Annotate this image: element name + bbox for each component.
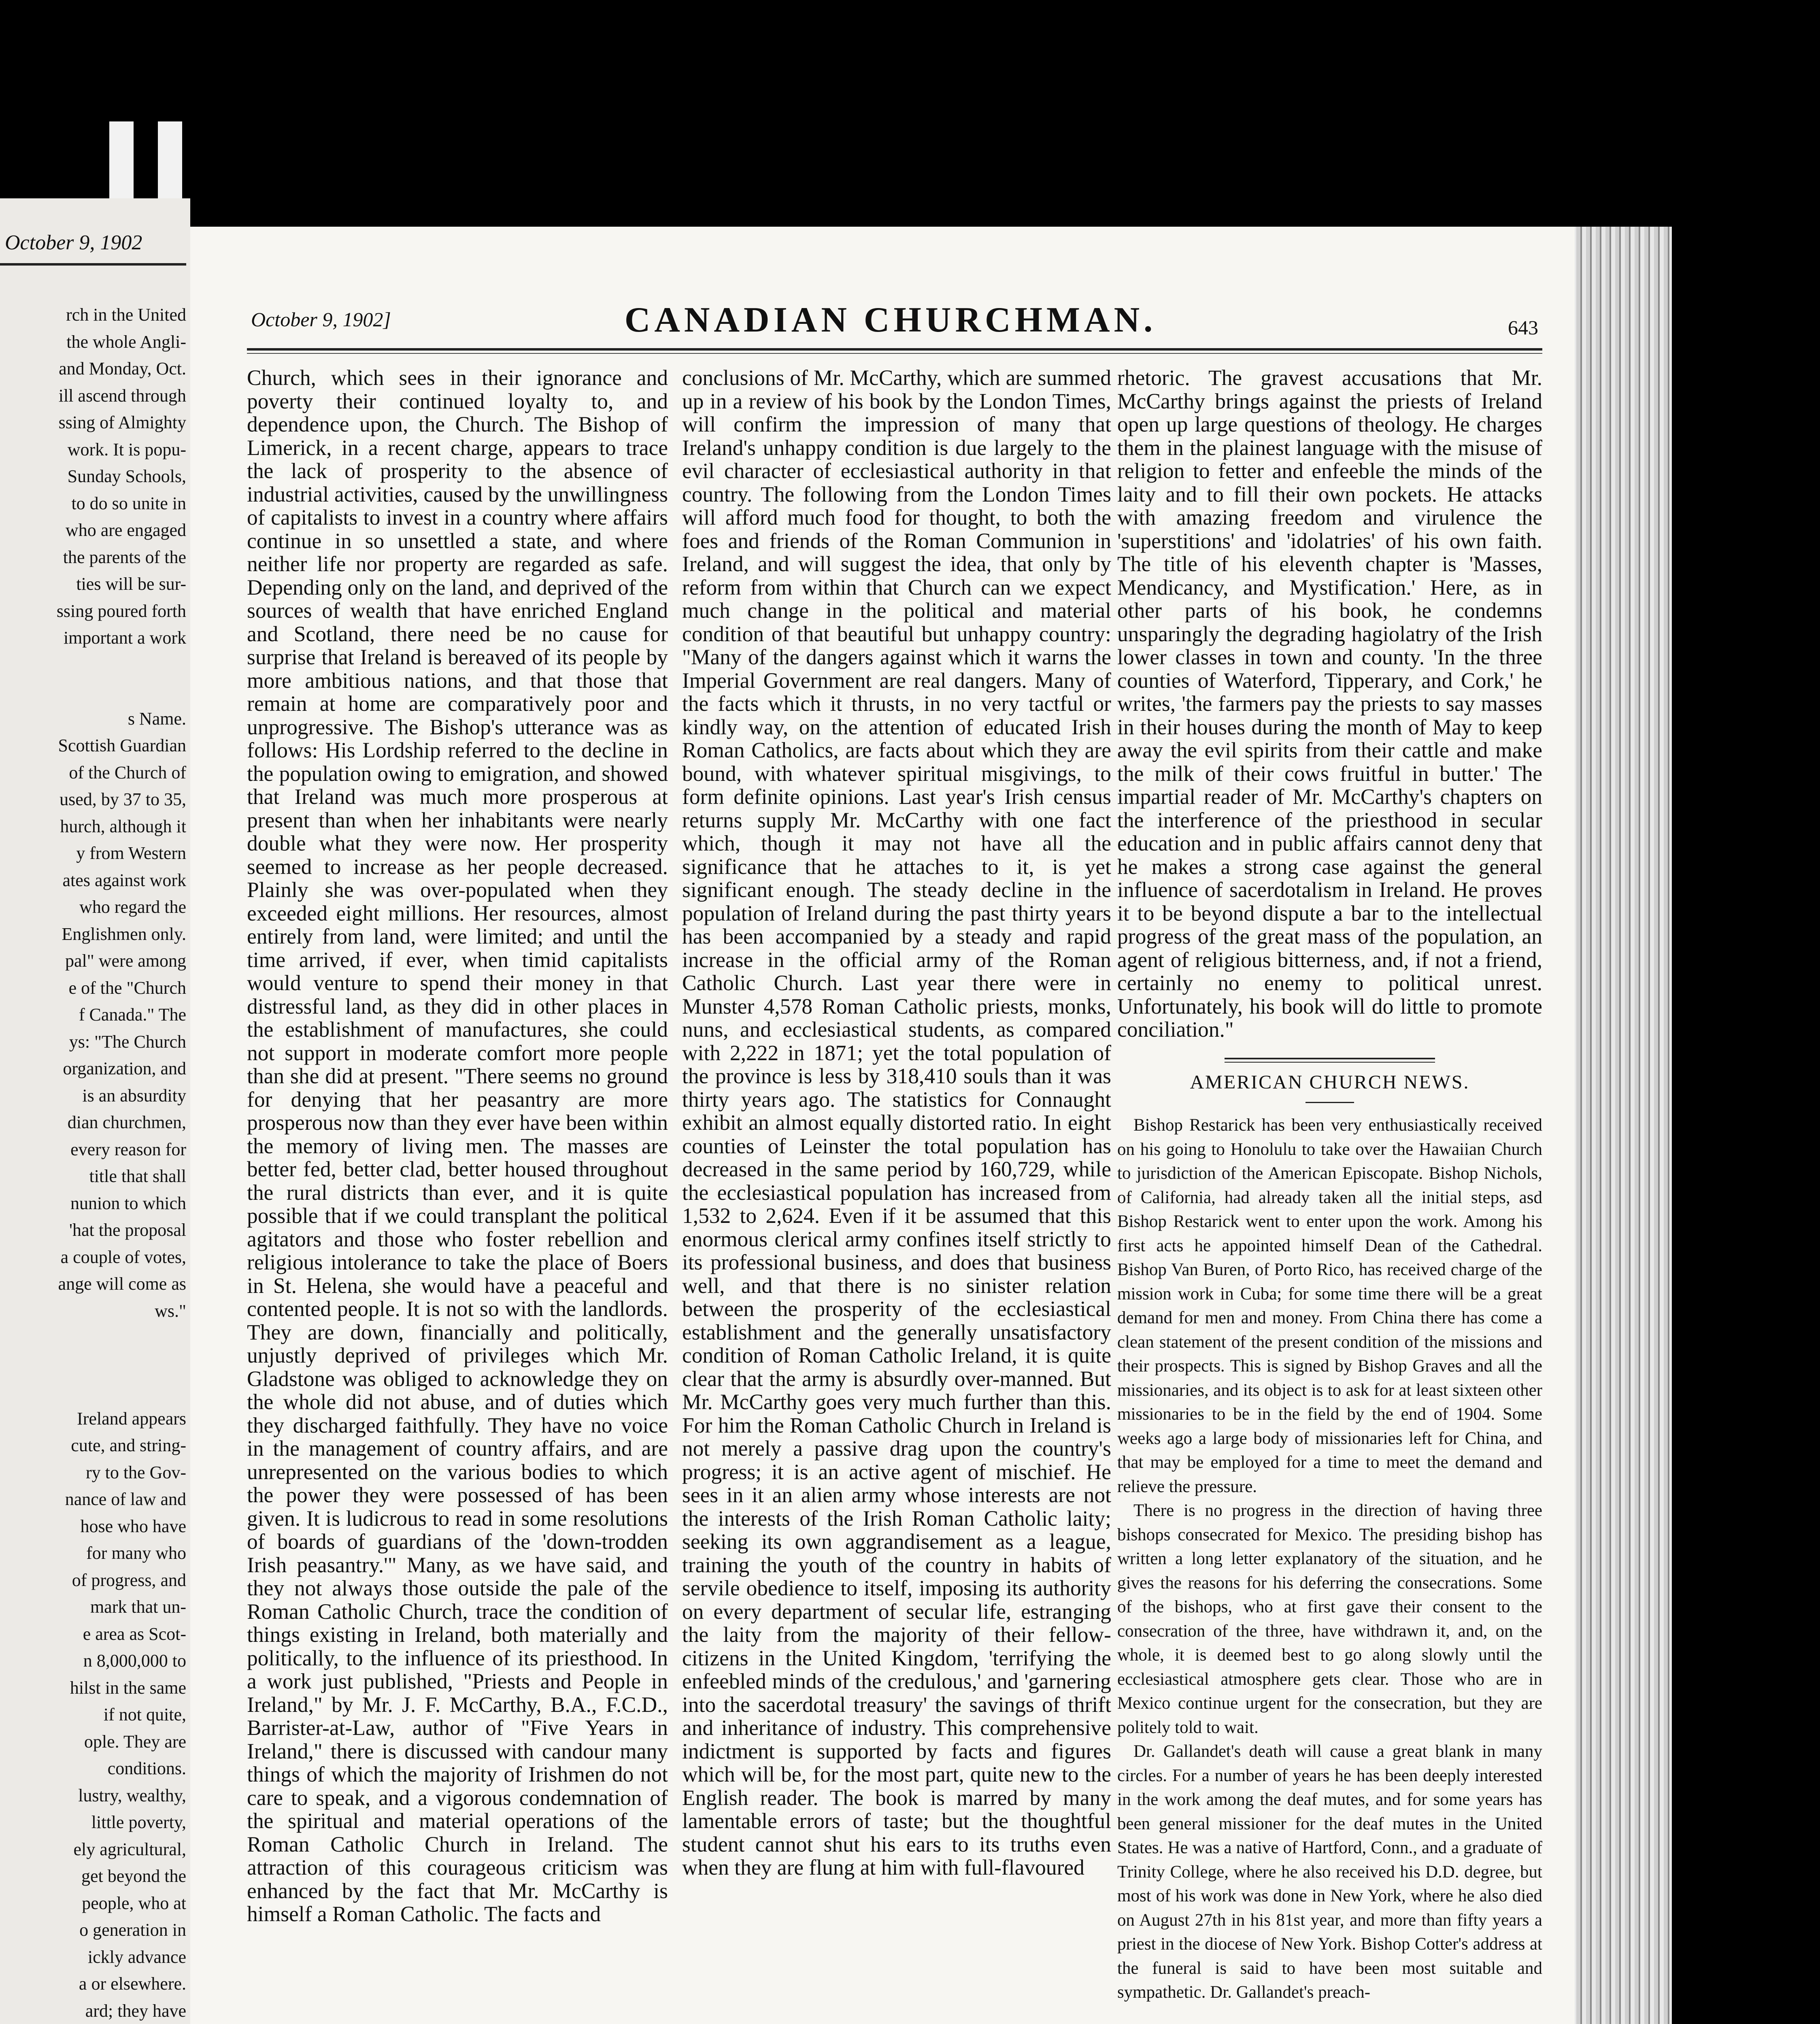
previous-page-line: who regard the (79, 897, 186, 917)
american-church-news-body (1117, 1113, 1542, 2005)
previous-page-line (0, 678, 186, 706)
previous-page-line: the parents of the (63, 547, 186, 567)
previous-page-line: who are engaged (65, 520, 186, 540)
previous-page-line: mark that un- (90, 1597, 186, 1617)
heading-rule (1305, 1102, 1354, 1103)
previous-page-line: cute, and string- (71, 1435, 186, 1455)
previous-page-line: every reason for (70, 1139, 186, 1159)
previous-page-line: a couple of votes, (60, 1247, 186, 1267)
previous-page-rule (0, 263, 186, 266)
previous-page-line: conditions. (107, 1758, 186, 1778)
column-1-text: Church, which sees in their ignorance and poverty their continued loyalty to, and dependence upon, the Church. The Bishop of Limerick, in a recent charge, appears to trace the lack of prosperity to the absence of industrial activities, caused by the unwillingness of capitalists to invest in a country where affairs continue in so unsettled a state, and where neither life nor property are regarded as safe. Depending only on the land, and deprived of the sources of wealth that have enriched England and Scotland, there need be no cause for surprise that Ireland is bereaved of its people by more ambitious nations, and that those that remain at home are comparatively poor and unprogressive. The Bishop's utterance was as follows: His Lordship referred to the decline in the population owing to emigration, and showed that Ireland was much more prosperous at present than when her inhabitants were nearly double what they were now. Her prosperity seemed to increase as her people decreased. Plainly she was over-populated when they exceeded eight millions. Her resources, almost entirely from land, were limited; and until the time arrived, if ever, when timid capitalists would venture to spend their money in that distressful land, as they did in other places in the establishment of manufactures, she could not support in moderate comfort more people than she did at present. "There seems no ground for denying that her peasantry are more prosperous now than they ever have been within the memory of living men. The masses are better fed, better clad, better housed throughout the rural districts than ever, and it is quite possible that if we could transplant the political agitators and those who foster rebellion and religious intolerance to take the place of Boers in St. Helena, she would have a peaceful and contented people. It is not so with the landlords. They are down, financially and politically, unjustly deprived of privileges which Mr. Gladstone was obliged to acknowledge they on the whole did not abuse, and of duties which they discharged faithfully. They have no voice in the management of country affairs, and are unrepresented on the various bodies to which the power they were possessed of has been given. It is ludicrous to read in some resolutions of boards of guardians of the 'down-trodden Irish peasantry.'" Many, as we have said, and they not always those outside the pale of the Roman Catholic Church, trace the condition of things existing in Ireland, both materially and politically, to the influence of its priesthood. In a work just published, "Priests and People in Ireland," by Mr. J. F. McCarthy, B.A., F.C.D., Barrister-at-Law, author of "Five Years in Ireland," there is discussed with candour many things of which the majority of Irishmen do not care to speak, and a vigorous condemnation of the spiritual and material operations of the Roman Catholic Church in Ireland. The attraction of this courageous criticism was enhanced by the fact that Mr. McCarthy is himself a Roman Catholic. The facts and (247, 366, 668, 1926)
previous-page-line: pal" were among (65, 951, 186, 971)
previous-page-line: lustry, wealthy, (78, 1785, 186, 1805)
column-3 (1117, 366, 1542, 2005)
previous-page-line: is an absurdity (82, 1085, 186, 1106)
section-divider (1225, 1058, 1435, 1063)
previous-page-line: Englishmen only. (62, 924, 186, 944)
previous-page-line: ssing of Almighty (58, 412, 186, 432)
previous-page-line: f Canada." The (79, 1005, 186, 1025)
news-paragraph: There is no progress in the direction of having three bishops consecrated for Mexico. The presiding bishop has written a long letter explanatory of the situation, and he gives the reasons for his deferring the consecrations. Some of the bishops, who at first gave their consent to the consecration of the three, have withdrawn it, and, on the whole, it is deemed best to go along slowly until the ecclesiastical atmosphere gets clear. Those who are in Mexico continue urgent for the consecration, but they are politely told to wait. (1117, 1501, 1542, 1737)
previous-page-line: ws." (155, 1301, 186, 1321)
previous-page-line: e of the "Church (68, 978, 186, 998)
previous-page-line: hose who have (80, 1516, 186, 1536)
previous-page-line: Ireland appears (77, 1408, 186, 1429)
previous-page-line: if not quite, (103, 1705, 186, 1724)
previous-page-line: ange will come as (58, 1274, 186, 1294)
column-2-text: conclusions of Mr. McCarthy, which are summed up in a review of his book by the London Times, will confirm the impression of many that Ireland's unhappy condition is due largely to the evil character of ecclesiastical authority in that country. The following from the London Times will afford much food for thought, to both the foes and friends of the Roman Communion in Ireland, and will suggest the idea, that only by reform from within that Church can we expect much change in the political and material condition of that beautiful but unhappy country: "Many of the dangers against which it warns the Imperial Government are real dangers. Many of the facts which it thrusts, in no very tactful or kindly way, on the attention of educated Irish Roman Catholics, are facts about which they are bound, with whatever spiritual misgivings, to form definite opinions. Last year's Irish census returns supply Mr. McCarthy with one fact which, though it may not have all the significance that he attaches to it, is yet significant enough. The steady decline in the population of Ireland during the past thirty years has been accompanied by a steady and rapid increase in the official army of the Roman Catholic Church. Last year there were in Munster 4,578 Roman Catholic priests, monks, nuns, and ecclesiastical students, as compared with 2,222 in 1871; yet the total population of the province is less by 318,410 souls than it was thirty years ago. The statistics for Connaught exhibit an almost equally distorted ratio. In eight counties of Leinster the total population has decreased in the same period by 160,729, while the ecclesiastical population has increased from 1,532 to 2,624. Even if it be assumed that this enormous clerical army confines itself strictly to its professional business, and does that business well, and that there is no sinister relation between the prosperity of the ecclesiastical establishment and the generally unsatisfactory condition of Roman Catholic Ireland, it is quite clear that the army is absurdly over-manned. But Mr. McCarthy goes very much further than this. For him the Roman Catholic Church in Ireland is not merely a passive drag upon the country's progress; it is an active agent of mischief. He sees in it an alien army whose interests are not the interests of the Irish Roman Catholic laity; seeking its own aggrandisement as a league, training the youth of the country in habits of servile obedience to itself, imposing its authority on every department of secular life, estranging the laity from the majority of their fellow-citizens in the United Kingdom, 'terrifying the enfeebled minds of the credulous,' and 'garnering into the sacerdotal treasury' the savings of thrift and inheritance of industry. This comprehensive indictment is supported by facts and figures which will be, for the most part, quite new to the English reader. The book is marred by many lamentable errors of taste; but the thoughtful student cannot shut his ears to its truths even when they are flung at him with full-flavoured (682, 366, 1111, 1879)
header-rule-thin (247, 353, 1542, 354)
previous-page-line: of progress, and (72, 1570, 186, 1590)
previous-page-line: used, by 37 to 35, (60, 789, 186, 809)
previous-page-line: ople. They are (84, 1731, 186, 1752)
previous-page-line: hilst in the same (70, 1677, 186, 1698)
american-church-news-heading: AMERICAN CHURCH NEWS. (1190, 1071, 1470, 1093)
previous-page-line: little poverty, (91, 1812, 186, 1832)
previous-page-line: to do so unite in (71, 493, 186, 513)
previous-page-line: ssing poured forth (56, 601, 186, 621)
previous-page-line: of the Church of (69, 762, 186, 782)
previous-page-line: work. It is popu- (67, 439, 186, 459)
previous-page-line: s Name. (128, 708, 186, 729)
page-stack-edge (1567, 227, 1672, 2024)
previous-page-date: October 9, 1902 (5, 231, 142, 254)
previous-page-line: e area as Scot- (83, 1624, 186, 1644)
newspaper-page (190, 227, 1575, 2024)
previous-page-line: ry to the Gov- (85, 1462, 186, 1482)
previous-page-line: Sunday Schools, (67, 466, 186, 486)
previous-page-line: ates against work (62, 870, 186, 890)
previous-page-line: ard; they have (85, 2001, 186, 2021)
previous-page-line: ickly advance (87, 1947, 186, 1967)
page-header (251, 300, 1538, 340)
previous-page-line: hurch, although it (60, 816, 186, 836)
previous-page-line: ties will be sur- (76, 574, 186, 594)
previous-page-line: nunion to which (70, 1193, 186, 1213)
previous-page-line (0, 652, 186, 679)
previous-page-line: o generation in (79, 1920, 186, 1940)
previous-page-line: n 8,000,000 to (83, 1651, 186, 1671)
previous-page-line: the whole Angli- (66, 332, 186, 352)
previous-page-line (0, 1378, 186, 1405)
previous-page-line: y from Western (76, 843, 186, 863)
column-3-text: rhetoric. The gravest accusations that Mr. McCarthy brings against the priests of Ireland open up large questions of theology. He charges them in the plainest language with the misuse of religion to fetter and enfeeble the minds of the laity and to fill their own pockets. He attacks with amazing freedom and virulence the 'superstitions' and 'idolatries' of his own faith. The title of his eleventh chapter is 'Masses, Mendicancy, and Mystification.' Here, as in other parts of his book, he condemns unsparingly the degrading hagiolatry of the Irish lower classes in town and county. 'In the three counties of Waterford, Tipperary, and Cork,' he writes, 'the farmers pay the priests to say masses in their houses during the month of May to keep away the evil spirits from their cattle and make the milk of their cows fruitful in butter.' The impartial reader of Mr. McCarthy's chapters on the interference of the priesthood in secular education and in public affairs cannot deny that he makes a strong case against the general influence of sacerdotalism in Ireland. He proves it to be beyond dispute a bar to the intellectual progress of the great mass of the population, an agent of religious bitterness, and, if not a friend, certainly no enemy to political unrest. Unfortunately, his book will do little to promote conciliation." (1117, 366, 1542, 1042)
header-date: October 9, 1902] (251, 308, 391, 331)
news-paragraph: Bishop Restarick has been very enthusiastically received on his going to Honolulu to take over the Hawaiian Church to jurisdiction of the American Episcopate. Bishop Nichols, of California, had already taken all the initial steps, asd Bishop Restarick went to enter upon the work. Among his first acts he appointed himself Dean of the Cathedral. Bishop Van Buren, of Porto Rico, has received charge of the mission work in Cuba; for some time there will be a great demand for men and money. From China there has come a clean statement of the present condition of the missions and their prospects. This is signed by Bishop Graves and all the missionaries, and its object is to ask for at least sixteen other missionaries to be in the field by the end of 1904. Some weeks ago a large body of missionaries left for China, and that may be employed for a time to meet the demand and relieve the pressure. (1117, 1116, 1542, 1496)
previous-page-line: important a work (63, 628, 186, 648)
header-rule (247, 348, 1542, 351)
previous-page-line: organization, and (63, 1059, 186, 1078)
previous-page-line (0, 1325, 186, 1352)
previous-page-line: people, who at (82, 1893, 186, 1913)
previous-page-line: title that shall (89, 1166, 186, 1186)
previous-page-line: a or elsewhere. (79, 1974, 186, 1994)
previous-page-line: ys: "The Church (69, 1031, 186, 1052)
previous-page-line: ely agricultural, (73, 1839, 186, 1859)
column-2 (682, 366, 1111, 1879)
previous-page-line: nance of law and (65, 1489, 186, 1509)
column-1 (247, 366, 668, 1926)
masthead-title: CANADIAN CHURCHMAN. (624, 300, 1157, 340)
previous-page-column (0, 302, 186, 2024)
news-paragraph: Dr. Gallandet's death will cause a great blank in many circles. For a number of years he has been deeply interested in the work among the deaf mutes, and for some years has been general missioner for the deaf mutes in the United States. He was a native of Hartford, Conn., and a graduate of Trinity College, where he also received his D.D. degree, but most of his work was done in New York, where he also died on August 27th in his 81st year, and more than fifty years a priest in the diocese of New York. Bishop Cotter's address at the funeral is said to have been most suitable and sympathetic. Dr. Gallandet's preach- (1117, 1742, 1542, 2002)
previous-page-line: and Monday, Oct. (59, 359, 186, 378)
previous-page-line: rch in the United (66, 305, 186, 325)
previous-page-edge (0, 198, 190, 2024)
previous-page-line (0, 1352, 186, 1379)
previous-page-line: Scottish Guardian (58, 736, 186, 755)
previous-page-line: ill ascend through (58, 385, 186, 406)
previous-page-line: get beyond the (81, 1866, 186, 1886)
page-number: 643 (1508, 316, 1538, 339)
previous-page-line: dian churchmen, (67, 1112, 186, 1132)
previous-page-line: for many who (86, 1543, 186, 1563)
previous-page-line: 'hat the proposal (69, 1220, 186, 1240)
